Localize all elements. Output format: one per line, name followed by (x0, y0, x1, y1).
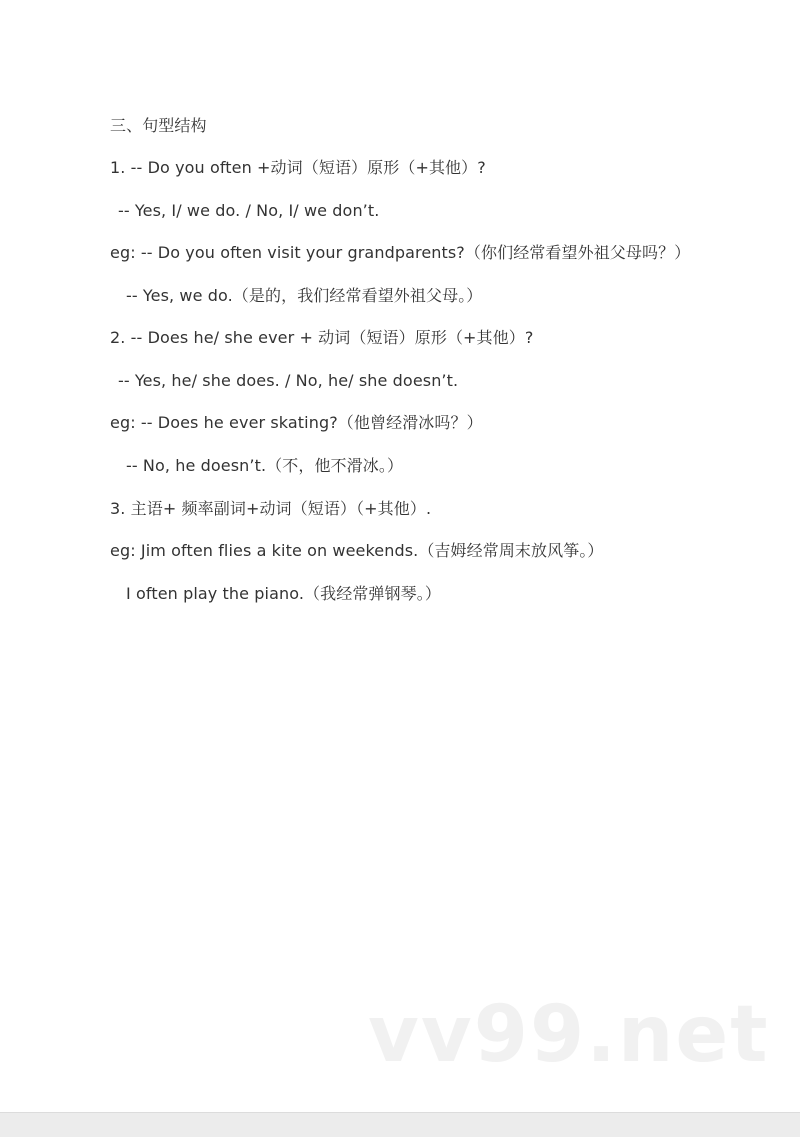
pattern-1-answer: -- Yes, I/ we do. / No, I/ we don’t. (118, 201, 380, 220)
pattern-2-answer: -- Yes, he/ she does. / No, he/ she doesn’t. (118, 371, 459, 390)
pattern-1-example-answer: -- Yes, we do.（是的，我们经常看望外祖父母。） (126, 286, 483, 305)
pattern-2-example-answer: -- No, he doesn’t.（不，他不滑冰。） (126, 456, 404, 475)
pattern-2-heading: 2. -- Does he/ she ever + 动词（短语）原形（+其他）? (110, 328, 534, 347)
section-title: 三、句型结构 (110, 116, 207, 135)
pattern-3-example-2: I often play the piano.（我经常弹钢琴。） (126, 584, 441, 603)
watermark: vv99.net (368, 990, 770, 1080)
pattern-1-example-question: eg: -- Do you often visit your grandparents?（你们经常看望外祖父母吗？） (110, 243, 691, 262)
pattern-2-example-question: eg: -- Does he ever skating?（他曾经滑冰吗？） (110, 413, 483, 432)
page-bottom-bar (0, 1112, 800, 1137)
pattern-1-heading: 1. -- Do you often +动词（短语）原形（+其他）? (110, 158, 486, 177)
pattern-3-example-1: eg: Jim often flies a kite on weekends.（吉姆经常周末放风筝。） (110, 541, 604, 560)
pattern-3-heading: 3. 主语+ 频率副词+动词（短语）（+其他）. (110, 499, 432, 518)
